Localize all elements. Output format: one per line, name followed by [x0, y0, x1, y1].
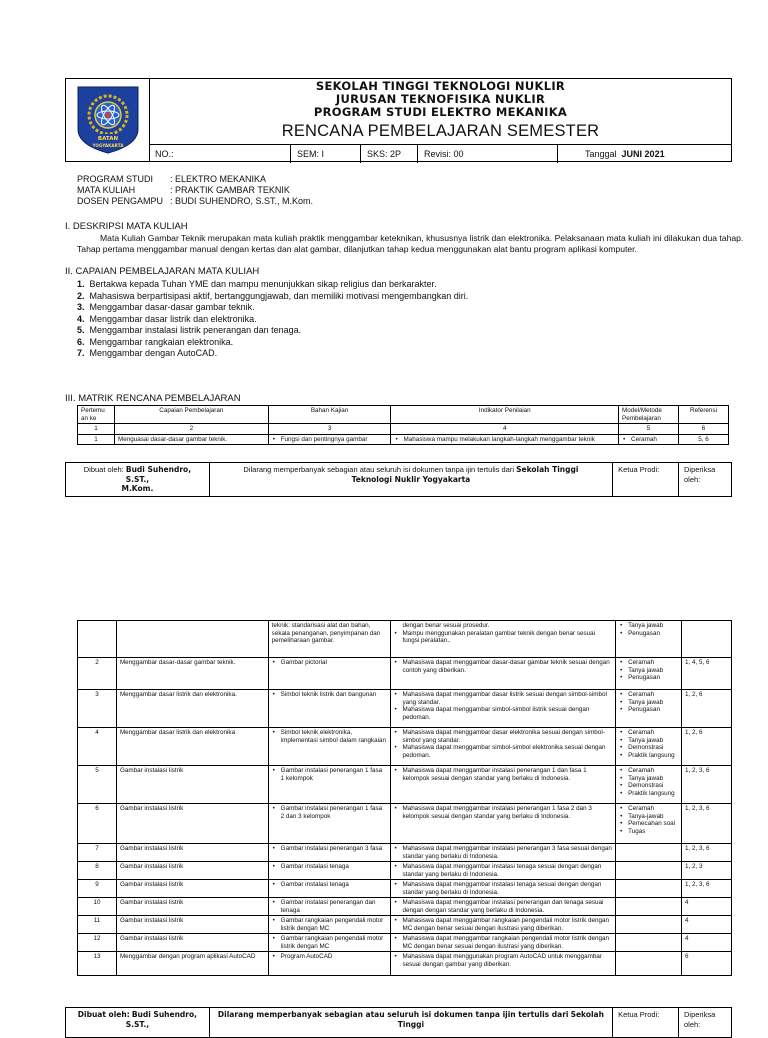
row-metode: • Ceramah [619, 434, 679, 445]
row-capaian: Gambar instalasi listrik [116, 898, 268, 916]
row-capaian: Menggambar dasar listrik dan elektronika [116, 728, 268, 766]
row-referensi: 5, 6 [678, 434, 728, 445]
row-referensi: 4 [682, 916, 732, 934]
row-bahan: • Gambar pictorial [268, 658, 390, 690]
footer-ketua: Ketua Prodi: [613, 463, 679, 497]
info-mk-label: MATA KULIAH [77, 185, 136, 195]
section-heading-deskripsi: I. DESKRIPSI MATA KULIAH [65, 221, 188, 232]
row-referensi: 1, 4, 5, 6 [682, 658, 732, 690]
info-mk-value: : PRAKTIK GAMBAR TEKNIK [170, 185, 290, 195]
row-bahan: • Gambar instalasi penerangan 1 fasa 2 dan 3 kelompok [268, 804, 390, 844]
footer-table [65, 462, 732, 497]
row-indikator: • Mahasiswa dapat menggambar dasar elektronika sesuai dengan simbol-simbol yang standar. • Mahasiswa dapat menggambar simbol-simbol elektronika sesuai dengan pedoman. [390, 728, 616, 766]
row-bahan: teknik: standarisasi alat dan bahan, sekala penanganan, penyimpanan dan pemeliharaan gambar. [268, 621, 390, 658]
matrix-number-row [78, 424, 729, 435]
meta-row [149, 144, 732, 163]
row-number: 4 [78, 728, 117, 766]
row-indikator: • Mahasiswa mampu melakukan langkah-langkah menggambar teknik [391, 434, 619, 445]
row-indikator: • Mahasiswa dapat menggambar rangkaian pengendali motor listrik dengan MC dengan benar sesuai dengan ilustrasi yang diberikan. [390, 934, 616, 952]
col-number: 4 [391, 424, 619, 435]
section-heading-capaian: II. CAPAIAN PEMBELAJARAN MATA KULIAH [65, 266, 260, 277]
row-capaian [116, 621, 268, 658]
row-number: 13 [78, 952, 117, 976]
footer-ketua: Ketua Prodi: [613, 1008, 679, 1038]
row-bahan: • Program AutoCAD [268, 952, 390, 976]
row-number: 3 [78, 690, 117, 728]
row-bahan: • Gambar rangkaian pengendali motor listrik dengan MC [268, 916, 390, 934]
row-metode [616, 916, 682, 934]
row-indikator: dengan benar sesuai prosedur. • Mampu menggunakan peralatan gambar teknik dengan benar sesuai fungsi peralatan.. [390, 621, 616, 658]
info-dosen-value: : BUDI SUHENDRO, S.ST., M.Kom. [170, 196, 314, 206]
row-bahan: • Fungsi dan pentingnya gambar [268, 434, 391, 445]
table-row [78, 804, 732, 844]
logo-cell [65, 78, 150, 162]
capaian-item-1: 1. Bertakwa kepada Tuhan YME dan mampu menunjukkan sikap religius dan berkarakter. [77, 279, 437, 289]
capaian-item-5: 5. Menggambar instalasi listrik penerangan dan tenaga. [77, 325, 302, 335]
table-row [78, 621, 732, 658]
footer-diperiksa: Diperiksa oleh: [679, 463, 732, 497]
row-bahan: • Gambar instalasi penerangan 1 fasa 1 kelompok [268, 766, 390, 804]
matrix-table [77, 405, 729, 445]
row-metode [616, 880, 682, 898]
row-number: 6 [78, 804, 117, 844]
section-heading-matrik: III. MATRIK RENCANA PEMBELAJARAN [65, 393, 241, 404]
row-metode: • Ceramah • Tanya jawab • Demonstrasi • Praktik langsung [616, 766, 682, 804]
row-capaian: Menggambar dasar listrik dan elektronika. [116, 690, 268, 728]
table-row [78, 690, 732, 728]
row-referensi: 1, 2, 3, 6 [682, 804, 732, 844]
row-bahan: • Gambar instalasi penerangan dan tenaga [268, 898, 390, 916]
deskripsi-line-1: Mata Kuliah Gambar Teknik merupakan mata kuliah praktik menggambar keteknikan, khususnya listrik dan elektronika. Pelaksanaan mata kuliah ini dilakukan dua tahap. [100, 233, 744, 243]
date-label: Tanggal [585, 149, 617, 159]
table-row [78, 898, 732, 916]
row-number: 9 [78, 880, 117, 898]
row-capaian: Gambar instalasi listrik [116, 766, 268, 804]
date [558, 145, 732, 163]
semester: SEM: I [291, 145, 361, 163]
capaian-item-3: 3. Menggambar dasar-dasar gambar teknik. [77, 302, 255, 312]
program-name: PROGRAM STUDI ELEKTRO MEKANIKA [313, 105, 568, 119]
row-metode [616, 844, 682, 862]
capaian-item-4: 4. Menggambar dasar listrik dan elektronika. [77, 313, 257, 324]
table-row [78, 862, 732, 880]
row-indikator: • Mahasiswa dapat menggambar instalasi tenaga sesuai dengan dengan standar yang berlaku di Indonesia. [390, 862, 616, 880]
col-header-referensi: Referensi [678, 406, 728, 424]
page-title: RENCANA PEMBELAJARAN SEMESTER [281, 122, 600, 140]
row-referensi: 1, 2, 6 [682, 690, 732, 728]
row-bahan: • Gambar rangkaian pengendali motor listrik dengan MC [268, 934, 390, 952]
capaian-list [77, 279, 468, 360]
col-number: 1 [78, 424, 115, 435]
info-prodi-label: PROGRAM STUDI [77, 174, 154, 184]
table-row [78, 880, 732, 898]
row-metode: • Tanya jawab • Penugasan [616, 621, 682, 658]
row-capaian: Gambar instalasi listrik [116, 804, 268, 844]
info-dosen-label: DOSEN PENGAMPU [77, 196, 164, 206]
row-metode: • Ceramah • Tanya-jawab • Pemecahan soal • Tugas [616, 804, 682, 844]
row-metode [616, 898, 682, 916]
capaian-item-2: 2. Mahasiswa berpartisipasi aktif, bertanggungjawab, dan memiliki motivasi mengembangkan diri. [77, 290, 469, 301]
row-referensi: 1, 2, 3, 6 [682, 880, 732, 898]
info-prodi-value: : ELEKTRO MEKANIKA [170, 174, 267, 184]
row-referensi: 4 [682, 898, 732, 916]
table-row [78, 916, 732, 934]
department-name: JURUSAN TEKNOFISIKA NUKLIR [335, 92, 546, 106]
table-row [78, 934, 732, 952]
col-number: 3 [268, 424, 391, 435]
row-referensi: 1, 2, 3, 6 [682, 844, 732, 862]
row-metode [616, 934, 682, 952]
footer-dibuat: Dibuat oleh: Budi Suhendro, S.ST., M.Kom. [66, 463, 210, 497]
row-bahan: • Simbol teknik elektronika, implementasi simbol dalam rangkaian [268, 728, 390, 766]
row-number: 2 [78, 658, 117, 690]
row-number: 8 [78, 862, 117, 880]
footer-dibuat: Dibuat oleh: Budi Suhendro, S.ST., [66, 1008, 210, 1038]
row-bahan: • Gambar instalasi tenaga [268, 880, 390, 898]
row-capaian: Gambar instalasi listrik [116, 880, 268, 898]
row-referensi: 1, 2, 3, 6 [682, 766, 732, 804]
row-number: 7 [78, 844, 117, 862]
row-metode: • Ceramah • Tanya jawab • Penugasan [616, 690, 682, 728]
institution-name: SEKOLAH TINGGI TEKNOLOGI NUKLIR [315, 79, 566, 93]
col-header-indikator: Indikator Penilaian [391, 406, 619, 424]
row-metode [616, 862, 682, 880]
date-value: JUNI 2021 [621, 149, 665, 159]
row-capaian: Menggambar dasar-dasar gambar teknik. [116, 658, 268, 690]
row-indikator: • Mahasiswa dapat menggambar dasar listrik sesuai dengan simbol-simbol yang standar. • Mahasiswa dapat menggambar simbol-simbol listrik sesuai dengan pedoman. [390, 690, 616, 728]
footer-notice: Dilarang memperbanyak sebagian atau seluruh isi dokumen tanpa ijin tertulis dari Sekolah Tinggi [209, 1008, 612, 1038]
row-indikator: • Mahasiswa dapat menggambar instalasi penerangan 1 fasa 2 dan 3 kelompok sesuai dengan standar yang berlaku di Indonesia. [390, 804, 616, 844]
row-capaian: Menggambar dengan program aplikasi AutoCAD [116, 952, 268, 976]
table-row [78, 766, 732, 804]
col-header-capaian: Capaian Pembelajaran [114, 406, 268, 424]
row-capaian: Menguasai dasar-dasar gambar teknik. [114, 434, 268, 445]
row-indikator: • Mahasiswa dapat menggambar dasar-dasar gambar teknik sesuai dengan contoh yang diberikan. [390, 658, 616, 690]
row-capaian: Gambar instalasi listrik [116, 916, 268, 934]
footer-notice: Dilarang memperbanyak sebagian atau seluruh isi dokumen tanpa ijin tertulis dari Sekolah Tinggi Teknologi Nuklir Yogyakarta [209, 463, 612, 497]
matrix-header-row [78, 406, 729, 424]
row-number: 5 [78, 766, 117, 804]
row-capaian: Gambar instalasi listrik [116, 934, 268, 952]
row-referensi [682, 621, 732, 658]
footer-diperiksa: Diperiksa oleh: [679, 1008, 732, 1038]
row-bahan: • Gambar instalasi tenaga [268, 862, 390, 880]
table-row [78, 658, 732, 690]
row-referensi: 4 [682, 934, 732, 952]
row-number: 10 [78, 898, 117, 916]
row-capaian: Gambar instalasi listrik [116, 844, 268, 862]
row-bahan: • Gambar instalasi penerangan 3 fasa [268, 844, 390, 862]
col-number: 2 [114, 424, 268, 435]
sks: SKS: 2P [361, 145, 418, 163]
svg-text:YOGYAKARTA: YOGYAKARTA [92, 143, 124, 148]
row-metode [616, 952, 682, 976]
row-number [78, 621, 117, 658]
row-referensi: 1, 2, 3 [682, 862, 732, 880]
row-indikator: • Mahasiswa dapat menggunakan program AutoCAD untuk menggambar sesuai dengan gambar yang diberikan. [390, 952, 616, 976]
row-number: 11 [78, 916, 117, 934]
row-metode: • Ceramah • Tanya jawab • Penugasan [616, 658, 682, 690]
row-indikator: • Mahasiswa dapat menggambar instalasi tenaga sesuai dengan dengan standar yang berlaku di Indonesia. [390, 880, 616, 898]
capaian-item-6: 6. Menggambar rangkaian elektronika. [77, 336, 234, 347]
row-indikator: • Mahasiswa dapat menggambar rangkaian pengendali motor listrik dengan MC dengan benar sesuai dengan ilustrasi yang diberikan. [390, 916, 616, 934]
col-header-model: Model/Metode Pembelajaran [619, 406, 679, 424]
row-number: 1 [78, 434, 115, 445]
matrix-table-continued [77, 620, 732, 976]
table-row [78, 844, 732, 862]
col-header-pertemuan: Pertemu an ke [78, 406, 115, 424]
col-header-bahan: Bahan Kajian [268, 406, 391, 424]
row-indikator: • Mahasiswa dapat menggambar instalasi penerangan 3 fasa sesuai dengan standar yang berlaku di Indonesia. [390, 844, 616, 862]
revision: Revisi: 00 [418, 145, 558, 163]
batan-logo-icon [76, 85, 140, 155]
row-referensi: 6 [682, 952, 732, 976]
row-bahan: • Simbol teknik listrik dan bangunan [268, 690, 390, 728]
svg-text:BATAN: BATAN [97, 136, 119, 142]
capaian-item-7: 7. Menggambar dengan AutoCAD. [77, 348, 218, 358]
footer-table-page2 [65, 1007, 732, 1038]
table-row [78, 728, 732, 766]
row-indikator: • Mahasiswa dapat menggambar instalasi penerangan 1 dan fasa 1 kelompok sesuai dengan standar yang berlaku di Indonesia. [390, 766, 616, 804]
doc-number: NO.: [149, 145, 291, 163]
table-row [78, 952, 732, 976]
row-referensi: 1, 2, 6 [682, 728, 732, 766]
table-row [78, 434, 729, 445]
col-number: 5 [619, 424, 679, 435]
row-metode: • Ceramah • Tanya jawab • Demonstrasi • Praktik langsung [616, 728, 682, 766]
row-indikator: • Mahasiswa dapat menggambar instalasi penerangan dan tenaga sesuai dengan dengan standar yang berlaku di Indonesia. [390, 898, 616, 916]
row-number: 12 [78, 934, 117, 952]
deskripsi-line-2: Tahap pertama menggambar manual dengan kertas dan alat gambar, dilanjutkan tahap kedua menggunakan alat bantu program aplikasi komputer. [77, 244, 637, 254]
col-number: 6 [678, 424, 728, 435]
row-capaian: Gambar instalasi listrik [116, 862, 268, 880]
